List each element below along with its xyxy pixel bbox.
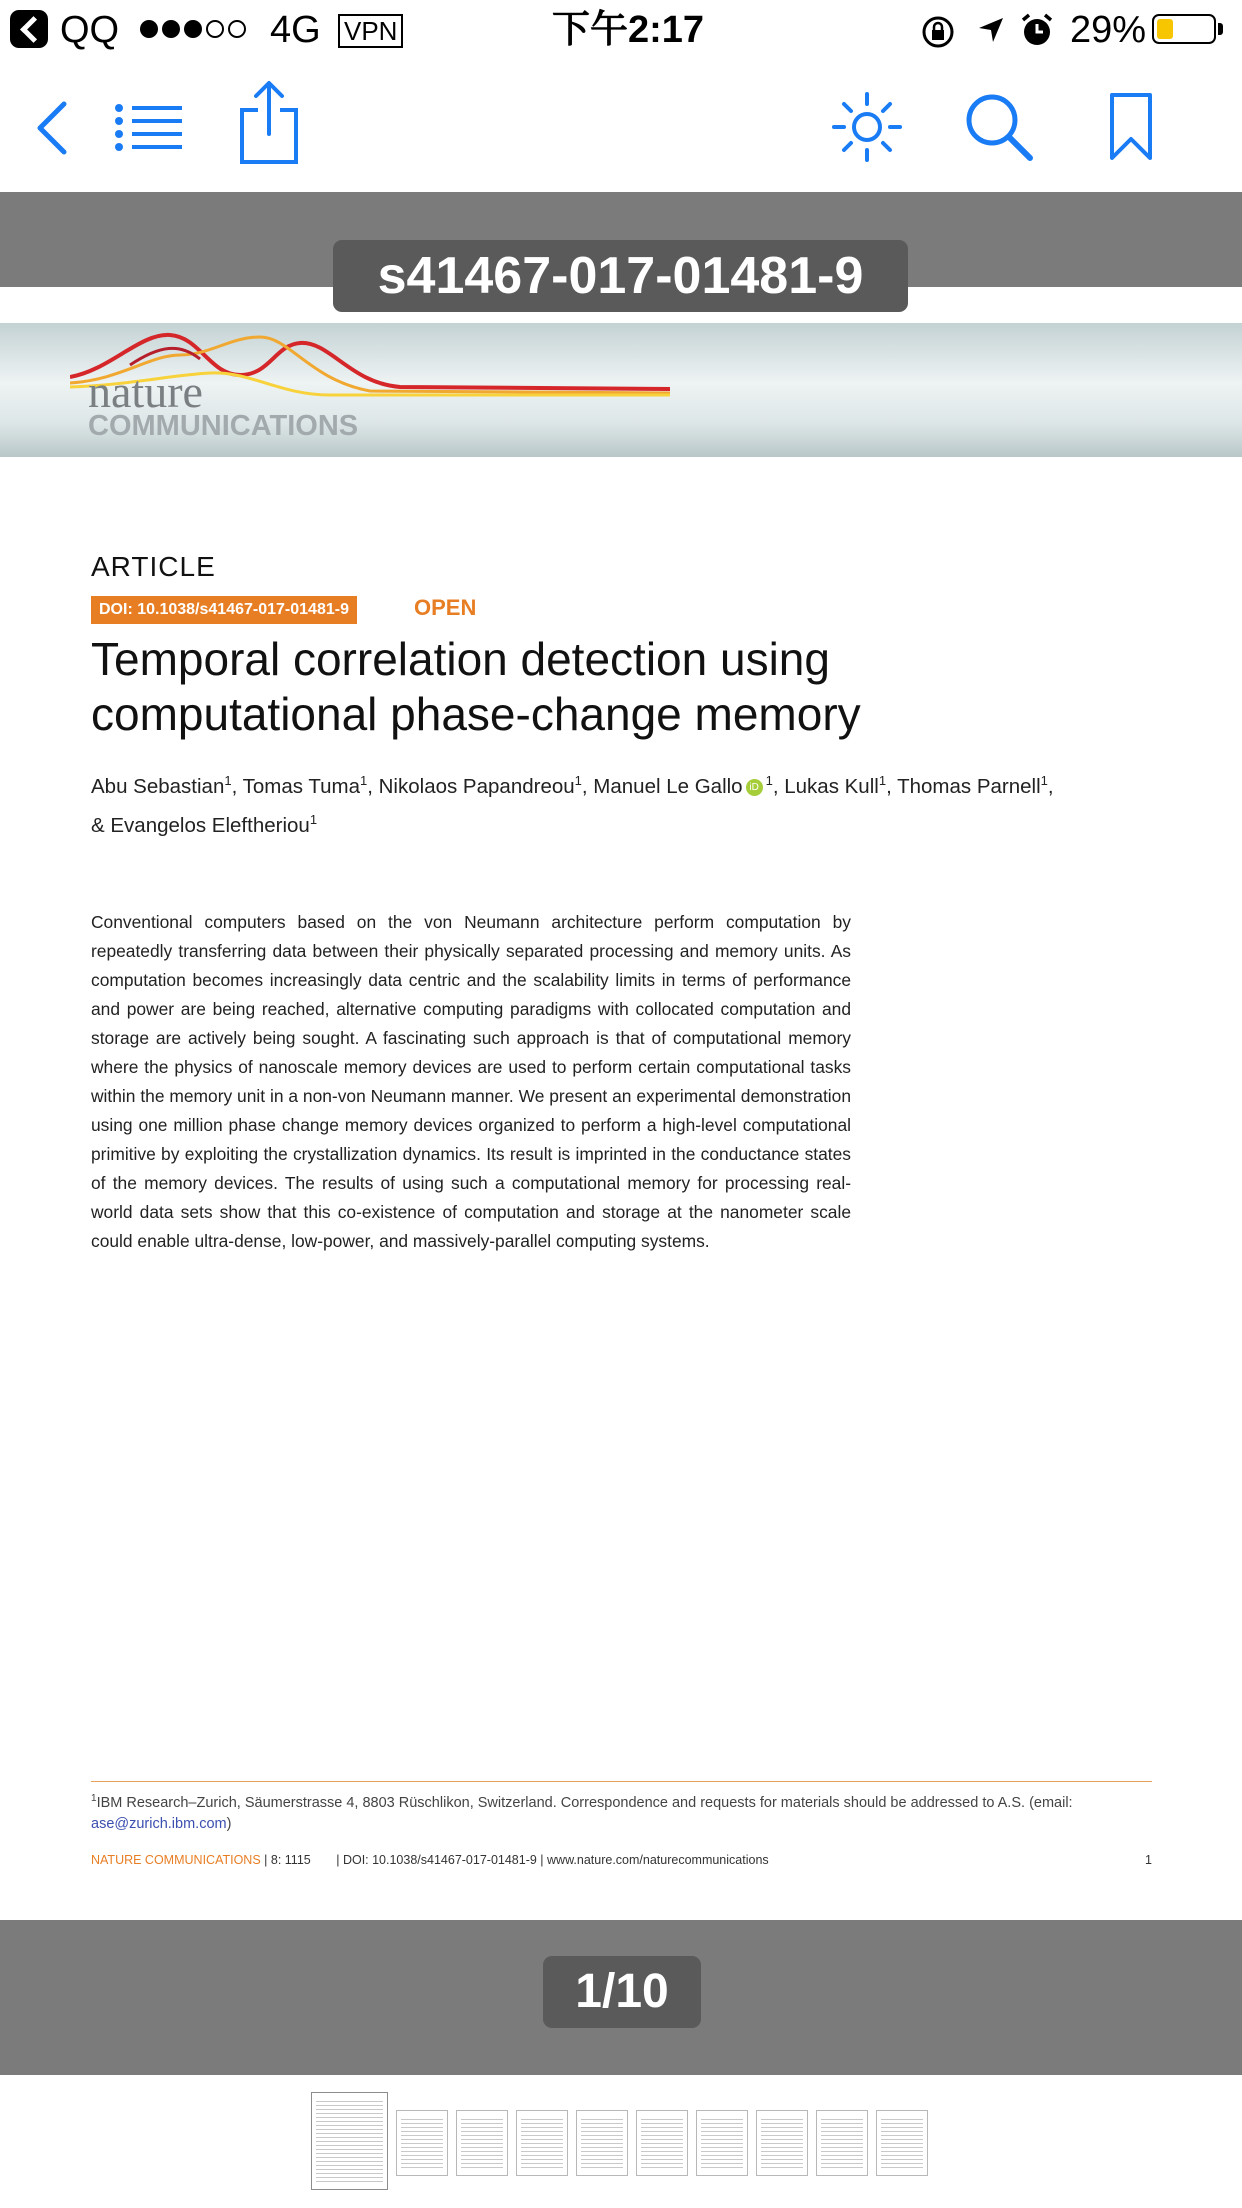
author-list: Abu Sebastian$^1$, Tomas Tuma$^1$, Nikolaos Papandreou$^1$, Manuel Le Gallo iD $^1$, Lukas Kull$^1$, Thomas Parnell$^1$, & Evangelos Eleftheriou$^1$	[91, 773, 1054, 837]
alarm-icon	[1020, 12, 1054, 48]
footnote-text: IBM Research–Zurich, Säumerstrasse 4, 8803 Rüschlikon, Switzerland. Correspondence and requests for materials should be addressed to A.S. (email:	[96, 1794, 1073, 1811]
page-thumbnail[interactable]	[876, 2110, 928, 2176]
page-thumbnail[interactable]	[756, 2110, 808, 2176]
back-to-app-icon[interactable]	[10, 10, 48, 48]
journal-logo-communications: COMMUNICATIONS	[88, 410, 359, 442]
author-name: Lukas Kull	[784, 774, 879, 798]
status-bar	[0, 0, 1242, 62]
battery-percent: 29%	[1070, 9, 1147, 51]
author-name: Nikolaos Papandreou	[378, 774, 575, 798]
bookmark-icon[interactable]	[1108, 92, 1154, 162]
vpn-indicator: VPN	[338, 14, 403, 48]
outline-list-icon[interactable]	[114, 102, 182, 152]
share-icon[interactable]	[238, 80, 300, 166]
footer-journal-name: NATURE COMMUNICATIONS	[91, 1853, 261, 1867]
author-name: Manuel Le Gallo	[593, 774, 743, 798]
author-affiliation-marker: 1	[878, 773, 887, 788]
author-name: Tomas Tuma	[242, 774, 360, 798]
search-icon[interactable]	[964, 92, 1034, 162]
journal-logo-nature: nature	[88, 366, 203, 417]
orientation-lock-icon	[920, 14, 956, 50]
network-type: 4G	[270, 9, 321, 51]
location-icon	[975, 14, 1007, 46]
footnote-close: )	[226, 1815, 232, 1832]
correspondence-email-link[interactable]: ase@zurich.ibm.com	[91, 1815, 227, 1832]
page-thumbnail[interactable]	[311, 2092, 388, 2190]
author-name: Abu Sebastian	[91, 774, 225, 798]
open-access-label: OPEN	[414, 595, 477, 620]
document-title-overlay: s41467-017-01481-9	[333, 240, 908, 312]
page-thumbnail[interactable]	[456, 2110, 508, 2176]
author-affiliation-marker: 1	[359, 773, 368, 788]
article-type-label: ARTICLE	[91, 551, 216, 582]
back-app-label[interactable]: QQ	[60, 9, 120, 51]
orcid-icon[interactable]: iD	[746, 779, 763, 796]
battery-nub	[1218, 23, 1223, 35]
battery-icon	[1152, 14, 1216, 44]
author-affiliation-marker: 1	[309, 811, 318, 827]
affiliation-footnote	[91, 1788, 1091, 1835]
author-name: Evangelos Eleftheriou	[110, 813, 310, 837]
brightness-icon[interactable]	[832, 92, 902, 162]
author-affiliation-marker: 1	[765, 773, 773, 788]
page-thumbnail[interactable]	[816, 2110, 868, 2176]
author-affiliation-marker: 1	[224, 773, 232, 788]
signal-strength-icon	[138, 0, 248, 60]
page-indicator: 1/10	[543, 1956, 701, 2028]
footnote-marker: 1	[91, 1793, 97, 1804]
author-name: Thomas Parnell	[897, 774, 1041, 798]
page-thumbnail[interactable]	[696, 2110, 748, 2176]
reader-toolbar	[0, 62, 1242, 192]
page-thumbnail[interactable]	[636, 2110, 688, 2176]
footer-volume: | 8: 1115	[264, 1853, 311, 1867]
footer-doi: | DOI: 10.1038/s41467-017-01481-9 | www.nature.com/naturecommunications	[336, 1853, 769, 1867]
clock: 下午2:17	[552, 9, 705, 51]
doi-badge[interactable]: DOI: 10.1038/s41467-017-01481-9	[91, 596, 357, 624]
page-thumbnail[interactable]	[516, 2110, 568, 2176]
footer-page-number: 1	[1145, 1853, 1152, 1867]
abstract-text: Conventional computers based on the von Neumann architecture perform computation by repeatedly transferring data between their physically separated processing and memory units. As computation becomes increasingly data centric and the scalability limits in terms of performance and power are being reached, alternative computing paradigms with collocated computation and storage are actively being sought. A fascinating such approach is that of computational memory where the physics of nanoscale memory devices are used to perform certain computational tasks within the memory unit in a non-von Neumann manner. We present an experimental demonstration using one million phase change memory devices organized to perform a high-level computational primitive by exploiting the crystallization dynamics. Its result is imprinted in the conductance states of the memory devices. The results of using such a computational memory for processing real-world data sets show that this co-existence of computation and storage at the nanometer scale could enable ultra-dense, low-power, and massively-parallel computing systems.	[91, 912, 851, 1251]
page-thumbnail[interactable]	[396, 2110, 448, 2176]
back-icon[interactable]	[32, 100, 72, 156]
author-affiliation-marker: 1	[574, 773, 582, 788]
paper-title: Temporal correlation detection using computational phase-change memory	[91, 633, 861, 740]
footnote-divider	[91, 1781, 1152, 1782]
running-footer	[91, 1853, 1152, 1867]
page-thumbnail[interactable]	[576, 2110, 628, 2176]
author-affiliation-marker: 1	[1040, 773, 1048, 788]
